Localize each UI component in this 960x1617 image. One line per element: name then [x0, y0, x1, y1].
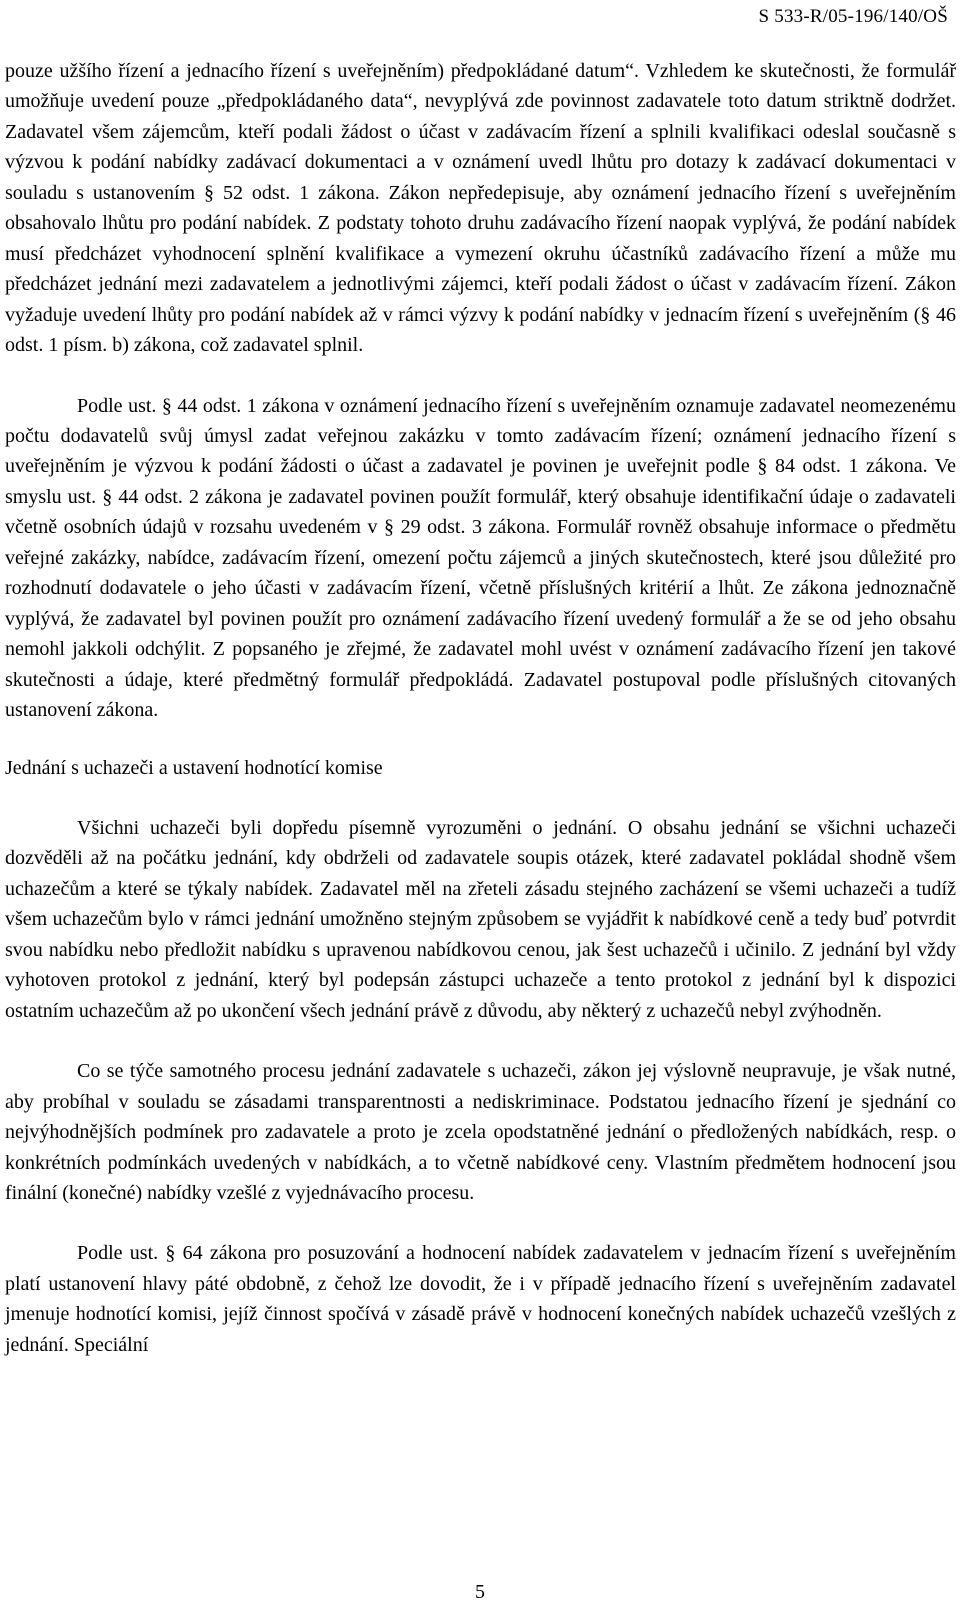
- document-reference: S 533-R/05-196/140/OŠ: [758, 6, 948, 27]
- paragraph-spacer: [5, 361, 956, 391]
- paragraph-spacer: [5, 1026, 956, 1056]
- paragraph-spacer: [5, 783, 956, 813]
- page-number: 5: [475, 1581, 485, 1603]
- paragraph-spacer: [5, 726, 956, 753]
- paragraph-spacer: [5, 1208, 956, 1238]
- paragraph-uchazeci-vyrozumeni: Všichni uchazeči byli dopředu písemně vyrozuměni o jednání. O obsahu jednání se všichni uchazeči dozvěděli až na počátku jednání, kdy obdrželi od zadavatele soupis otázek, které zadavatel pokládal shodně všem uchazečům a které se týkaly nabídek. Zadavatel měl na zřeteli zásadu stejného zacházení se všemi uchazeči a tudíž všem uchazečům bylo v rámci jednání umožněno stejným způsobem se vyjádřit k nabídkové ceně a tedy buď potvrdit svou nabídku nebo předložit nabídku s upravenou nabídkovou cenou, jak šest uchazečů i učinilo. Z jednání byl vždy vyhotoven protokol z jednání, který byl podepsán zástupci uchazeče a tento protokol z jednání byl k dispozici ostatním uchazečům až po ukončení všech jednání právě z důvodu, aby některý z uchazečů nebyl zvýhodněn.: [5, 816, 956, 1022]
- paragraph-continuation: pouze užšího řízení a jednacího řízení s uveřejněním) předpokládané datum“. Vzhledem ke skutečnosti, že formulář umožňuje uvedení pouze „předpokládaného data“, nevyplývá zde povinnost zadavatele toto datum striktně dodržet. Zadavatel všem zájemcům, kteří podali žádost o účast v zadávacím řízení a splnili kvalifikaci odeslal současně s výzvou k podání nabídky zadávací dokumentaci a v oznámení uvedl lhůtu pro dotazy k zadávací dokumentaci v souladu s ustanovením § 52 odst. 1 zákona. Zákon nepředepisuje, aby oznámení jednacího řízení s uveřejněním obsahovalo lhůtu pro podání nabídek. Z podstaty tohoto druhu zadávacího řízení naopak vyplývá, že podání nabídek musí předcházet vyhodnocení splnění kvalifikace a vymezení okruhu účastníků zadávacího řízení a může mu předcházet jednání mezi zadavatelem a jednotlivými zájemci, kteří podali žádost o účast v zadávacím řízení. Zákon vyžaduje uvedení lhůty pro podání nabídek až v rámci výzvy k podání nabídky v jednacím řízení s uveřejněním (§ 46 odst. 1 písm. b) zákona, což zadavatel splnil.: [5, 60, 956, 357]
- document-body: [5, 56, 956, 1360]
- section-heading: Jednání s uchazeči a ustavení hodnotící komise: [5, 756, 383, 779]
- paragraph-ust-64: Podle ust. § 64 zákona pro posuzování a hodnocení nabídek zadavatelem v jednacím řízení s uveřejněním platí ustanovení hlavy páté obdobně, z čehož lze dovodit, že i v případě jednacího řízení s uveřejněním zadavatel jmenuje hodnotící komisi, jejíž činnost spočívá v zásadě právě v hodnocení konečných nabídek uchazečů vzešlých z jednání. Speciální: [5, 1242, 956, 1356]
- paragraph-proces-jednani: Co se týče samotného procesu jednání zadavatele s uchazeči, zákon jej výslovně neupravuje, je však nutné, aby probíhal v souladu se zásadami transparentnosti a nediskriminace. Podstatou jednacího řízení je sjednání co nejvýhodnějších podmínek pro zadavatele a proto je zcela opodstatněné jednání o předložených nabídkách, resp. o konkrétních podmínkách uvedených v nabídkách, a to včetně nabídkové ceny. Vlastním předmětem hodnocení jsou finální (konečné) nabídky vzešlé z vyjednávacího procesu.: [5, 1060, 956, 1204]
- paragraph-ust-44: Podle ust. § 44 odst. 1 zákona v oznámení jednacího řízení s uveřejněním oznamuje zadavatel neomezenému počtu dodavatelů svůj úmysl zadat veřejnou zakázku v tomto zadávacím řízení; oznámení jednacího řízení s uveřejněním je výzvou k podání žádosti o účast a zadavatel je povinen je uveřejnit podle § 84 odst. 1 zákona. Ve smyslu ust. § 44 odst. 2 zákona je zadavatel povinen použít formulář, který obsahuje identifikační údaje o zadavateli včetně osobních údajů v rozsahu uvedeném v § 29 odst. 3 zákona. Formulář rovněž obsahuje informace o předmětu veřejné zakázky, nabídce, zadávacím řízení, omezení počtu zájemců a jiných skutečnostech, které jsou důležité pro rozhodnutí dodavatele o jeho účasti v zadávacím řízení, včetně příslušných kritérií a lhůt. Ze zákona jednoznačně vyplývá, že zadavatel byl povinen použít pro oznámení zadávacího řízení uvedený formulář a že se od jeho obsahu nemohl jakkoli odchýlit. Z popsaného je zřejmé, že zadavatel mohl uvést v oznámení zadávacího řízení jen takové skutečnosti a údaje, které předmětný formulář předpokládá. Zadavatel postupoval podle příslušných citovaných ustanovení zákona.: [5, 394, 956, 722]
